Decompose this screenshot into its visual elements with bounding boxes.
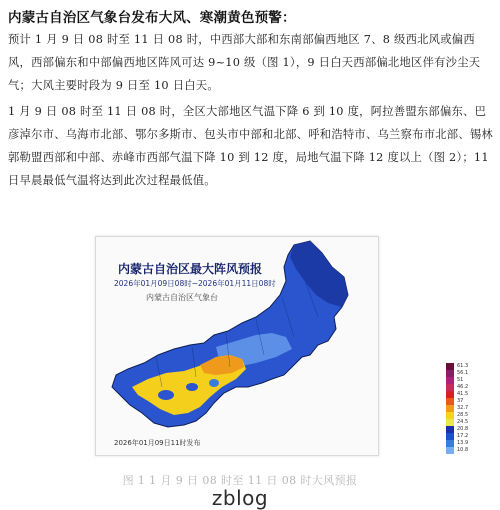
legend-swatch [446, 419, 454, 426]
calm-patch-1 [158, 390, 174, 400]
legend-swatch [446, 447, 454, 454]
legend-swatch [446, 377, 454, 384]
gust-speed-legend [446, 363, 470, 454]
legend-label: 20.8 [457, 426, 469, 432]
map-title: 内蒙古自治区最大阵风预报 [118, 262, 263, 276]
legend-label: 13.9 [457, 440, 469, 446]
gust-forecast-map [95, 236, 469, 456]
legend-swatch [446, 363, 454, 370]
legend-swatch [446, 384, 454, 391]
legend-label: 41.5 [457, 391, 469, 397]
warning-headline: 内蒙古自治区气象台发布大风、寒潮黄色预警： [8, 10, 296, 26]
legend-label: 28.5 [457, 412, 469, 418]
legend-swatch [446, 440, 454, 447]
legend-swatch [446, 370, 454, 377]
legend-label: 61.3 [457, 363, 469, 369]
legend-label: 32.7 [457, 405, 469, 411]
legend-swatch [446, 433, 454, 440]
legend-swatch [446, 398, 454, 405]
legend-label: 10.8 [457, 447, 469, 453]
legend-swatch [446, 412, 454, 419]
legend-item [446, 447, 470, 454]
calm-patch-2 [186, 383, 198, 391]
legend-swatch [446, 391, 454, 398]
map-time-range: 2026年01月09日08时~2026年01月11日08时 [114, 279, 276, 288]
legend-label: 24.5 [457, 419, 469, 425]
legend-label: 17.2 [457, 433, 469, 439]
calm-patch-3 [209, 379, 219, 387]
legend-swatch [446, 426, 454, 433]
wind-forecast-paragraph: 预计 1 月 9 日 08 时至 11 日 08 时，中西部大部和东南部偏西地区 7、8 级西北风或偏西风，西部偏东和中部偏西地区阵风可达 9~10 级（图 1），9 日白天西部偏北地区伴有沙尘天气；大风主要时段为 9 日至 10 日白天。 [8, 33, 481, 92]
legend-label: 46.2 [457, 384, 469, 390]
temperature-forecast-paragraph: 1 月 9 日 08 时至 11 日 08 时，全区大部地区气温下降 6 到 10 度，阿拉善盟东部偏东、巴彦淖尔市、乌海市北部、鄂尔多斯市、包头市中部和北部、呼和浩特市、乌兰察布市北部、锡林郭勒盟西部和中部、赤峰市西部气温下降 10 到 12 度，局地气温下降 12 度以上（图 2）；11 日早晨最低气温将达到此次过程最低值。 [8, 105, 493, 187]
legend-swatch [446, 405, 454, 412]
legend-label: 56.1 [457, 370, 469, 376]
site-watermark: zblog [211, 486, 269, 510]
map-issue-date: 2026年01月09日11时发布 [114, 439, 201, 447]
figure-caption: 图 1 1 月 9 日 08 时至 11 日 08 时大风预报 [122, 474, 358, 487]
legend-label: 51 [457, 377, 464, 383]
legend-label: 37 [457, 398, 464, 404]
map-agency: 内蒙古自治区气象台 [146, 293, 218, 302]
